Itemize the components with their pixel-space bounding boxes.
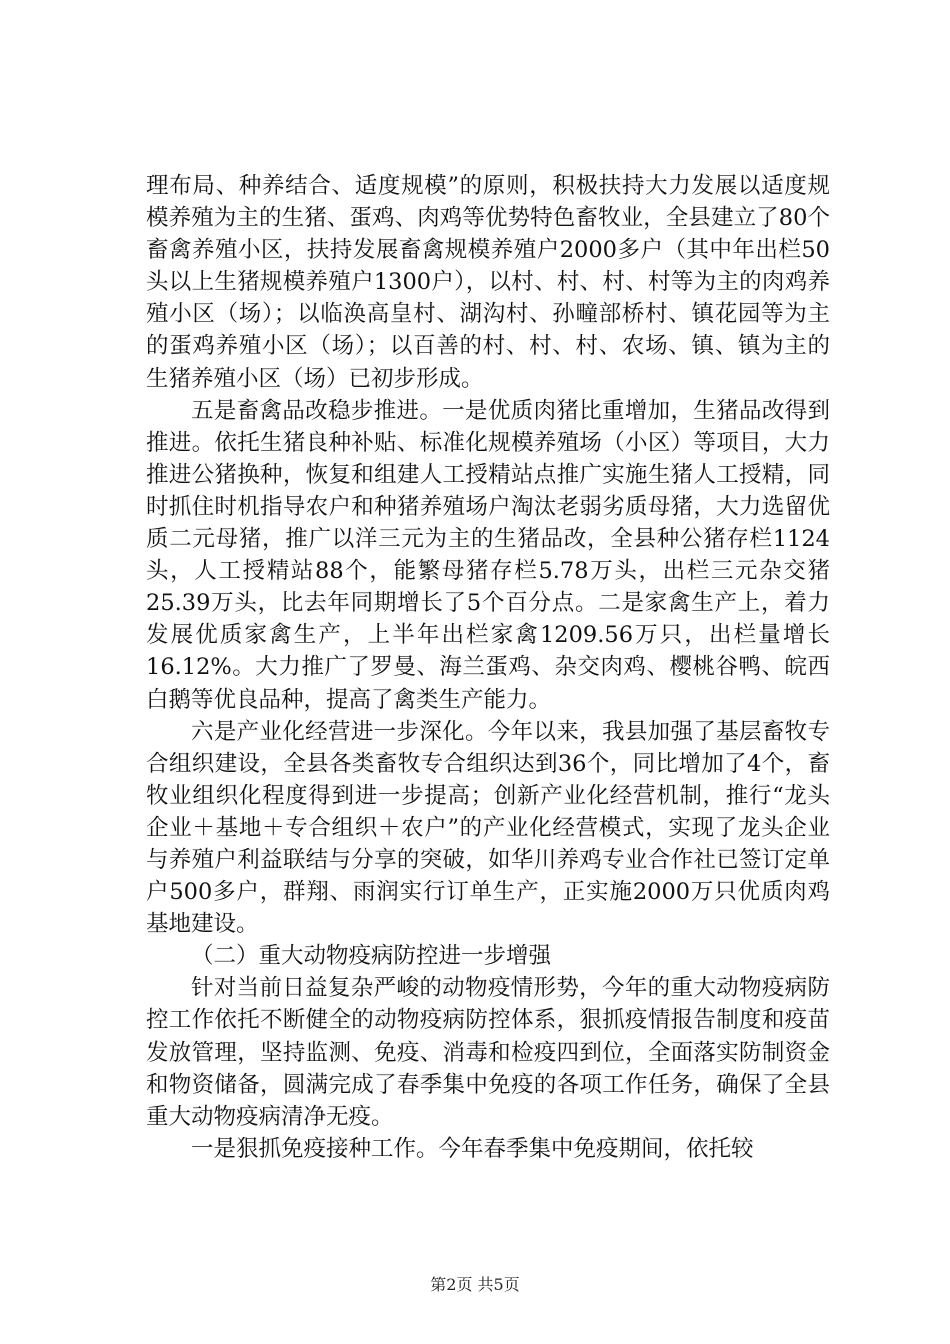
document-body bbox=[146, 170, 830, 1165]
paragraph-livestock-breed-improvement: 五是畜禽品改稳步推进。一是优质肉猪比重增加，生猪品改得到推进。依托生猪良种补贴、标准化规模养殖场（小区）等项目，大力推进公猪换种，恢复和组建人工授精站点推广实施生猪人工授精，同时抓住时机指导农户和种猪养殖场户淘汰老弱劣质母猪，大力选留优质二元母猪，推广以洋三元为主的生猪品改，全县种公猪存栏1124头，人工授精站88个，能繁母猪存栏5.78万头，出栏三元杂交猪25.39万头，比去年同期增长了5个百分点。二是家禽生产上，着力发展优质家禽生产，上半年出栏家禽1209.56万只，出栏量增长16.12%。大力推广了罗曼、海兰蛋鸡、杂交肉鸡、樱桃谷鸭、皖西白鹅等优良品种，提高了禽类生产能力。 bbox=[146, 397, 830, 713]
section-heading-disease-control: （二）重大动物疫病防控进一步增强 bbox=[191, 943, 552, 970]
paragraph-industrialization: 六是产业化经营进一步深化。今年以来，我县加强了基层畜牧专合组织建设，全县各类畜牧专合组织达到36个，同比增加了4个，畜牧业组织化程度得到进一步提高；创新产业化经营机制，推行“龙头企业＋基地＋专合组织＋农户”的产业化经营模式，实现了龙头企业与养殖户利益联结与分享的突破，如华川养鸡专业合作社已签订定单户500多户，群翔、雨润实行订单生产，正实施2000万只优质肉鸡基地建设。 bbox=[146, 718, 830, 938]
page-footer bbox=[0, 1272, 950, 1295]
paragraph-disease-control: 针对当前日益复杂严峻的动物疫情形势，今年的重大动物疫病防控工作依托不断健全的动物疫病防控体系，狠抓疫情报告制度和疫苗发放管理，坚持监测、免疫、消毒和检疫四到位，全面落实防制资金和物资储备，圆满完成了春季集中免疫的各项工作任务，确保了全县重大动物疫病清净无疫。 bbox=[146, 975, 830, 1130]
page-total: 共5页 bbox=[477, 1275, 520, 1294]
paragraph-immunization: 一是狠抓免疫接种工作。今年春季集中免疫期间，依托较 bbox=[191, 1135, 754, 1162]
paragraph-continued: 理布局、种养结合、适度规模”的原则，积极扶持大力发展以适度规模养殖为主的生猪、蛋鸡、肉鸡等优势特色畜牧业，全县建立了80个畜禽养殖小区，扶持发展畜禽规模养殖户2000多户（其中年出栏50头以上生猪规模养殖户1300户），以村、村、村、村等为主的肉鸡养殖小区（场）；以临涣高皇村、湖沟村、孙疃部桥村、镇花园等为主的蛋鸡养殖小区（场）；以百善的村、村、村、农场、镇、镇为主的生猪养殖小区（场）已初步形成。 bbox=[146, 173, 830, 392]
page-number: 第2页 bbox=[430, 1275, 473, 1294]
